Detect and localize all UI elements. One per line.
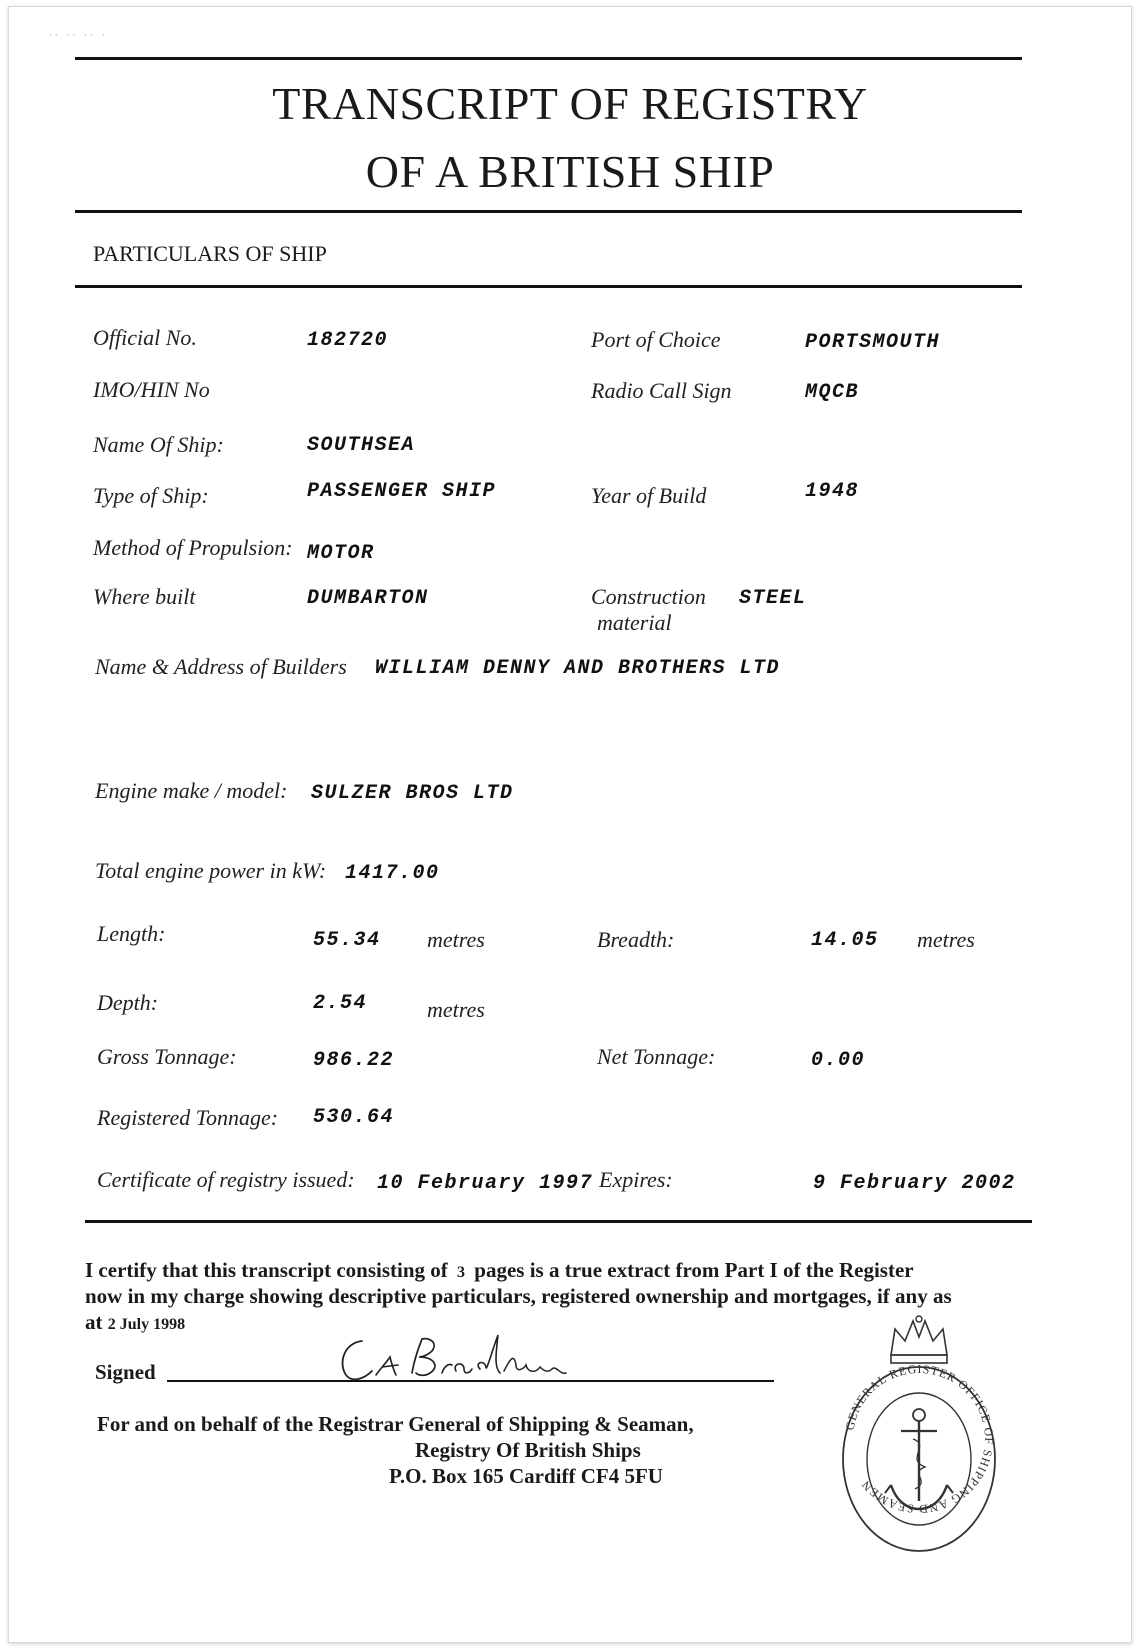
where-built-value: DUMBARTON bbox=[307, 587, 429, 610]
certification-at: at bbox=[85, 1310, 103, 1334]
official-no-label: Official No. bbox=[93, 325, 197, 350]
breadth-label: Breadth: bbox=[597, 927, 675, 952]
section-heading: PARTICULARS OF SHIP bbox=[93, 241, 327, 266]
net-tonnage-value: 0.00 bbox=[811, 1049, 866, 1072]
page-count: 3 bbox=[457, 1264, 466, 1281]
certification-line2: now in my charge showing descriptive particulars, registered ownership and mortgages, if any as bbox=[85, 1284, 952, 1308]
depth-label: Depth: bbox=[97, 990, 159, 1015]
scan-artifact: ·· ·· ·· · bbox=[49, 31, 108, 41]
seal-ring-text: GENERAL REGISTER OFFICE OF SHIPPING AND SEAMEN bbox=[842, 1361, 997, 1517]
section-rule bbox=[75, 285, 1022, 288]
length-unit: metres bbox=[427, 927, 485, 952]
breadth-unit: metres bbox=[917, 927, 975, 952]
length-value: 55.34 bbox=[313, 929, 381, 952]
where-built-label: Where built bbox=[93, 584, 196, 609]
year-of-build-value: 1948 bbox=[805, 480, 860, 503]
breadth-value: 14.05 bbox=[811, 929, 879, 952]
imo-label: IMO/HIN No bbox=[93, 377, 210, 402]
engine-power-value: 1417.00 bbox=[345, 862, 440, 885]
radio-call-sign-label: Radio Call Sign bbox=[591, 378, 732, 403]
title-top-rule bbox=[75, 57, 1022, 60]
expires-value: 9 February 2002 bbox=[813, 1172, 1016, 1195]
engine-label: Engine make / model: bbox=[95, 778, 288, 803]
propulsion-label: Method of Propulsion: bbox=[93, 535, 293, 560]
issued-value: 10 February 1997 bbox=[377, 1172, 594, 1195]
official-no-value: 182720 bbox=[307, 329, 389, 352]
gross-tonnage-label: Gross Tonnage: bbox=[97, 1044, 237, 1069]
behalf-line2: Registry Of British Ships bbox=[415, 1438, 641, 1462]
signed-label: Signed bbox=[95, 1360, 156, 1384]
ship-name-value: SOUTHSEA bbox=[307, 434, 416, 457]
port-of-choice-label: Port of Choice bbox=[591, 327, 721, 352]
construction-value: STEEL bbox=[739, 587, 807, 610]
engine-power-label: Total engine power in kW: bbox=[95, 858, 327, 883]
issued-label: Certificate of registry issued: bbox=[97, 1167, 355, 1192]
certification-rule bbox=[85, 1220, 1032, 1223]
depth-value: 2.54 bbox=[313, 992, 368, 1015]
certification-line1 bbox=[85, 1257, 914, 1286]
title-bottom-rule bbox=[75, 210, 1022, 213]
behalf-line1: For and on behalf of the Registrar General of Shipping & Seaman, bbox=[97, 1412, 694, 1436]
gross-tonnage-value: 986.22 bbox=[313, 1049, 395, 1072]
certification-text-b: pages is a true extract from Part I of the Register bbox=[474, 1258, 914, 1282]
radio-call-sign-value: MQCB bbox=[805, 381, 860, 404]
document-title-line1: TRANSCRIPT OF REGISTRY bbox=[272, 78, 868, 129]
construction-label-cont: material bbox=[597, 610, 672, 635]
builders-value: WILLIAM DENNY AND BROTHERS LTD bbox=[375, 657, 781, 680]
certification-text-a: I certify that this transcript consisting of bbox=[85, 1258, 448, 1282]
construction-label: Construction bbox=[591, 584, 706, 609]
ship-name-label: Name Of Ship: bbox=[93, 432, 224, 457]
ship-type-value: PASSENGER SHIP bbox=[307, 480, 497, 503]
expires-label: Expires: bbox=[599, 1167, 673, 1192]
length-label: Length: bbox=[97, 921, 166, 946]
certification-date: 2 July 1998 bbox=[107, 1316, 186, 1333]
year-of-build-label: Year of Build bbox=[591, 483, 707, 508]
registered-tonnage-label: Registered Tonnage: bbox=[97, 1105, 279, 1130]
document-title-line2: OF A BRITISH SHIP bbox=[365, 146, 775, 197]
registered-tonnage-value: 530.64 bbox=[313, 1106, 395, 1129]
port-of-choice-value: PORTSMOUTH bbox=[805, 331, 941, 354]
builders-label: Name & Address of Builders bbox=[95, 654, 347, 679]
ship-type-label: Type of Ship: bbox=[93, 483, 209, 508]
net-tonnage-label: Net Tonnage: bbox=[597, 1044, 716, 1069]
registry-transcript-page bbox=[8, 6, 1132, 1643]
engine-value: SULZER BROS LTD bbox=[311, 782, 514, 805]
propulsion-value: MOTOR bbox=[307, 542, 375, 565]
depth-unit: metres bbox=[427, 997, 485, 1022]
certification-line3 bbox=[85, 1309, 185, 1338]
anchor-crown-seal-icon bbox=[839, 1309, 999, 1559]
behalf-line3: P.O. Box 165 Cardiff CF4 5FU bbox=[389, 1464, 663, 1488]
handwritten-signature bbox=[334, 1329, 604, 1389]
